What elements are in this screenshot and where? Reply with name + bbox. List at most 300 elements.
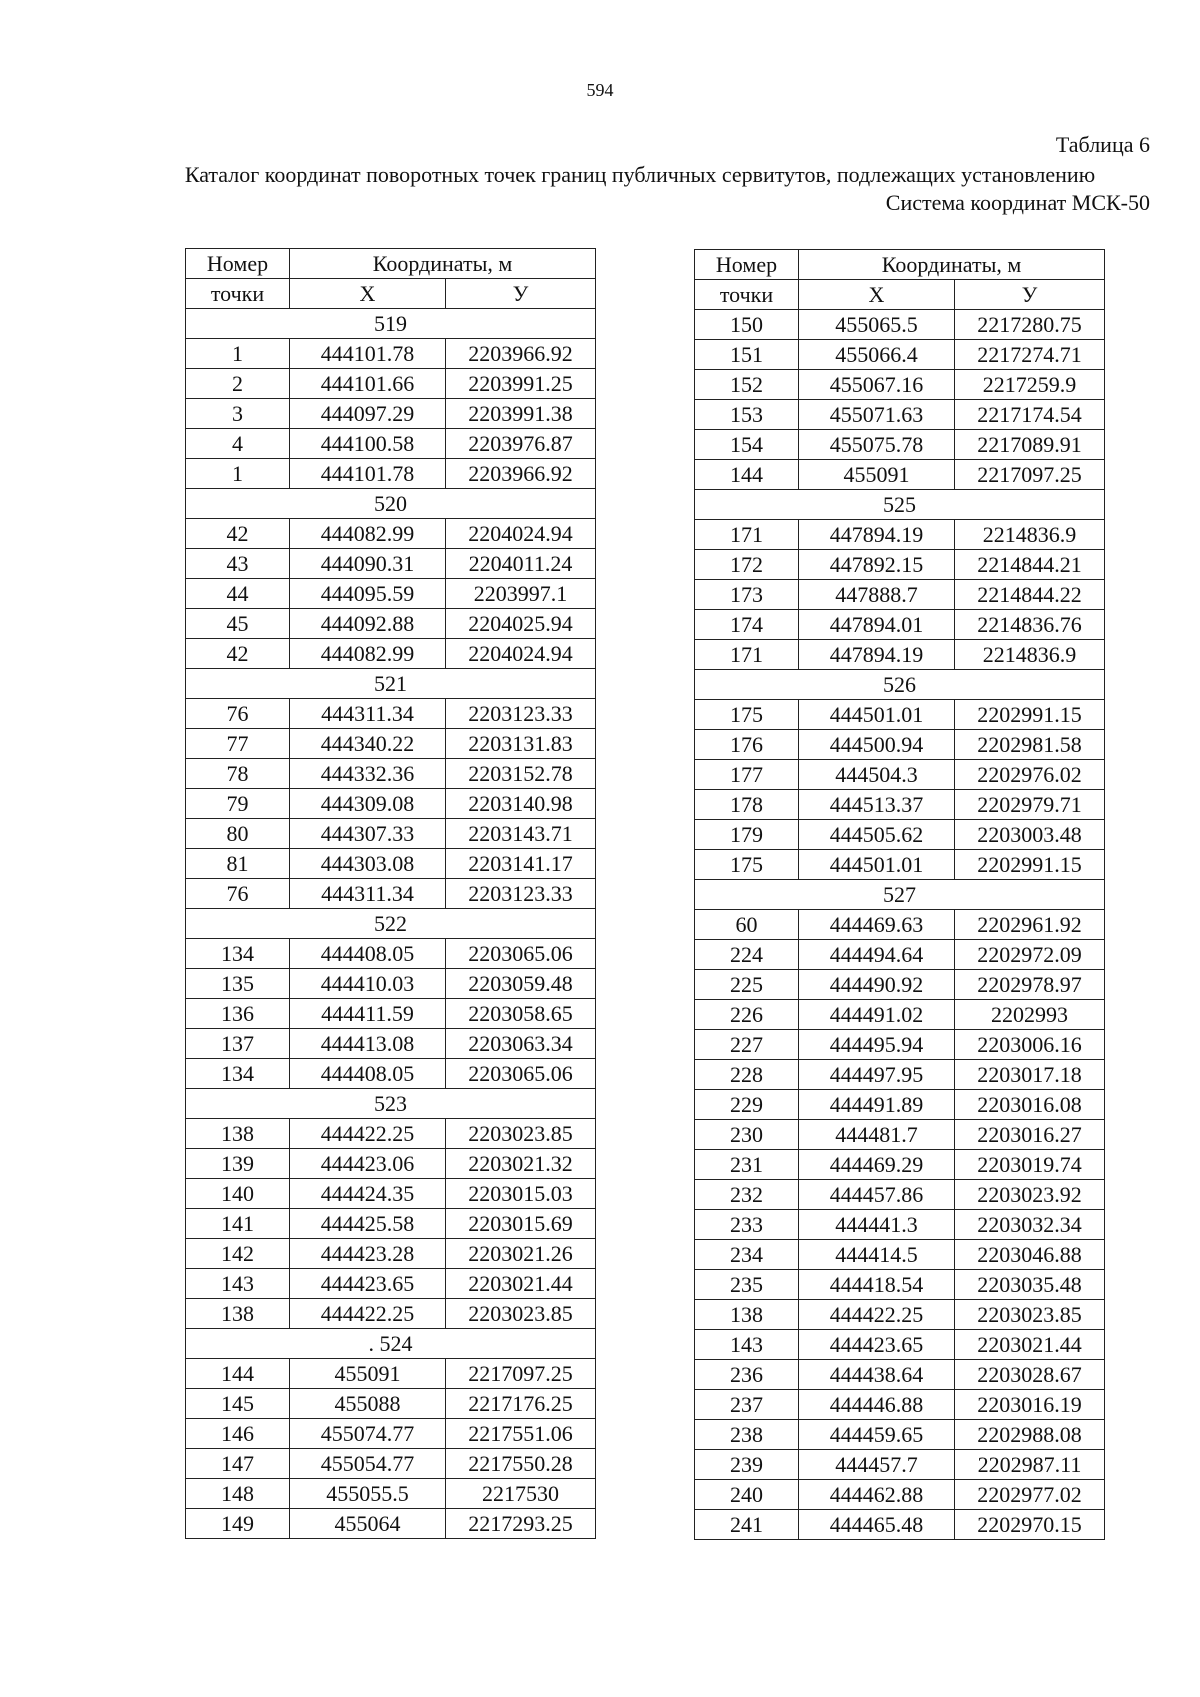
x-coordinate-cell: 444494.64 (799, 940, 955, 970)
servitude-number: 520 (186, 489, 596, 519)
x-coordinate-cell: 455088 (290, 1389, 446, 1419)
y-coordinate-cell: 2203016.27 (955, 1120, 1105, 1150)
table-row (695, 1060, 1105, 1090)
point-number-cell: 171 (695, 520, 799, 550)
header-coordinates: Координаты, м (799, 250, 1105, 280)
point-number-cell: 4 (186, 429, 290, 459)
table-row (186, 1269, 596, 1299)
point-number-cell: 144 (695, 460, 799, 490)
y-coordinate-cell: 2203063.34 (446, 1029, 596, 1059)
y-coordinate-cell: 2204024.94 (446, 639, 596, 669)
table-label: Таблица 6 (1055, 132, 1150, 157)
y-coordinate-cell: 2214844.21 (955, 550, 1105, 580)
point-number-cell: 178 (695, 790, 799, 820)
x-coordinate-cell: 455091 (799, 460, 955, 490)
y-coordinate-cell: 2203131.83 (446, 729, 596, 759)
point-number-cell: 152 (695, 370, 799, 400)
x-coordinate-cell: 444413.08 (290, 1029, 446, 1059)
y-coordinate-cell: 2217259.9 (955, 370, 1105, 400)
y-coordinate-cell: 2214836.9 (955, 520, 1105, 550)
x-coordinate-cell: 444469.29 (799, 1150, 955, 1180)
table-row (186, 789, 596, 819)
point-number-cell: 229 (695, 1090, 799, 1120)
table-row (695, 1420, 1105, 1450)
table-row (695, 1210, 1105, 1240)
x-coordinate-cell: 444101.78 (290, 459, 446, 489)
x-coordinate-cell: 455066.4 (799, 340, 955, 370)
x-coordinate-cell: 444457.86 (799, 1180, 955, 1210)
table-row (695, 640, 1105, 670)
table-row (695, 610, 1105, 640)
y-coordinate-cell: 2203006.16 (955, 1030, 1105, 1060)
header-y: У (446, 279, 596, 309)
point-number-cell: 175 (695, 700, 799, 730)
y-coordinate-cell: 2203123.33 (446, 879, 596, 909)
table-row (186, 639, 596, 669)
table-row (695, 430, 1105, 460)
group-row (186, 1089, 596, 1119)
x-coordinate-cell: 447892.15 (799, 550, 955, 580)
x-coordinate-cell: 444340.22 (290, 729, 446, 759)
table-row (695, 1510, 1105, 1540)
x-coordinate-cell: 444505.62 (799, 820, 955, 850)
y-coordinate-cell: 2217089.91 (955, 430, 1105, 460)
y-coordinate-cell: 2203003.48 (955, 820, 1105, 850)
point-number-cell: 3 (186, 399, 290, 429)
x-coordinate-cell: 444097.29 (290, 399, 446, 429)
y-coordinate-cell: 2203123.33 (446, 699, 596, 729)
x-coordinate-cell: 444491.02 (799, 1000, 955, 1030)
y-coordinate-cell: 2203140.98 (446, 789, 596, 819)
header-point-number-line2: точки (695, 280, 799, 310)
x-coordinate-cell: 455067.16 (799, 370, 955, 400)
x-coordinate-cell: 444424.35 (290, 1179, 446, 1209)
x-coordinate-cell: 455071.63 (799, 400, 955, 430)
servitude-number: 519 (186, 309, 596, 339)
x-coordinate-cell: 444481.7 (799, 1120, 955, 1150)
x-coordinate-cell: 444423.65 (799, 1330, 955, 1360)
point-number-cell: 81 (186, 849, 290, 879)
y-coordinate-cell: 2203058.65 (446, 999, 596, 1029)
y-coordinate-cell: 2217280.75 (955, 310, 1105, 340)
table-row (695, 790, 1105, 820)
x-coordinate-cell: 444457.7 (799, 1450, 955, 1480)
table-row (695, 520, 1105, 550)
point-number-cell: 225 (695, 970, 799, 1000)
y-coordinate-cell: 2203023.85 (446, 1119, 596, 1149)
x-coordinate-cell: 444307.33 (290, 819, 446, 849)
y-coordinate-cell: 2203015.03 (446, 1179, 596, 1209)
point-number-cell: 79 (186, 789, 290, 819)
y-coordinate-cell: 2203046.88 (955, 1240, 1105, 1270)
point-number-cell: 173 (695, 580, 799, 610)
table-row (695, 1270, 1105, 1300)
table-row (695, 1360, 1105, 1390)
point-number-cell: 141 (186, 1209, 290, 1239)
x-coordinate-cell: 444309.08 (290, 789, 446, 819)
x-coordinate-cell: 455091 (290, 1359, 446, 1389)
group-row (186, 669, 596, 699)
point-number-cell: 176 (695, 730, 799, 760)
x-coordinate-cell: 455074.77 (290, 1419, 446, 1449)
header-x: X (799, 280, 955, 310)
table-row (695, 340, 1105, 370)
y-coordinate-cell: 2203152.78 (446, 759, 596, 789)
y-coordinate-cell: 2217274.71 (955, 340, 1105, 370)
table-row (186, 699, 596, 729)
point-number-cell: 236 (695, 1360, 799, 1390)
table-row (186, 1389, 596, 1419)
table-row (695, 1180, 1105, 1210)
y-coordinate-cell: 2202987.11 (955, 1450, 1105, 1480)
point-number-cell: 43 (186, 549, 290, 579)
table-row (695, 1450, 1105, 1480)
point-number-cell: 80 (186, 819, 290, 849)
x-coordinate-cell: 444462.88 (799, 1480, 955, 1510)
x-coordinate-cell: 444501.01 (799, 700, 955, 730)
x-coordinate-cell: 444423.06 (290, 1149, 446, 1179)
group-row (186, 309, 596, 339)
y-coordinate-cell: 2217550.28 (446, 1449, 596, 1479)
table-row (186, 1029, 596, 1059)
table-row (695, 940, 1105, 970)
y-coordinate-cell: 2214836.9 (955, 640, 1105, 670)
point-number-cell: 174 (695, 610, 799, 640)
table-row (186, 1239, 596, 1269)
point-number-cell: 234 (695, 1240, 799, 1270)
point-number-cell: 136 (186, 999, 290, 1029)
table-row (186, 1449, 596, 1479)
coordinates-table-left (185, 248, 596, 1539)
servitude-number: 526 (695, 670, 1105, 700)
y-coordinate-cell: 2202993 (955, 1000, 1105, 1030)
point-number-cell: 76 (186, 699, 290, 729)
y-coordinate-cell: 2217551.06 (446, 1419, 596, 1449)
table-row (695, 1480, 1105, 1510)
point-number-cell: 230 (695, 1120, 799, 1150)
point-number-cell: 241 (695, 1510, 799, 1540)
point-number-cell: 138 (695, 1300, 799, 1330)
table-row (695, 400, 1105, 430)
point-number-cell: 134 (186, 1059, 290, 1089)
x-coordinate-cell: 444513.37 (799, 790, 955, 820)
x-coordinate-cell: 455075.78 (799, 430, 955, 460)
table-row (186, 729, 596, 759)
point-number-cell: 179 (695, 820, 799, 850)
table-row (695, 580, 1105, 610)
y-coordinate-cell: 2202988.08 (955, 1420, 1105, 1450)
y-coordinate-cell: 2203976.87 (446, 429, 596, 459)
point-number-cell: 76 (186, 879, 290, 909)
point-number-cell: 172 (695, 550, 799, 580)
y-coordinate-cell: 2202979.71 (955, 790, 1105, 820)
point-number-cell: 77 (186, 729, 290, 759)
point-number-cell: 150 (695, 310, 799, 340)
page-number: 594 (586, 80, 614, 100)
table-row (186, 939, 596, 969)
table-row (186, 1179, 596, 1209)
y-coordinate-cell: 2203015.69 (446, 1209, 596, 1239)
table-row (695, 970, 1105, 1000)
x-coordinate-cell: 444082.99 (290, 639, 446, 669)
table-row (695, 700, 1105, 730)
point-number-cell: 175 (695, 850, 799, 880)
table-row (186, 1119, 596, 1149)
table-row (695, 1150, 1105, 1180)
table-row (186, 1359, 596, 1389)
x-coordinate-cell: 447894.01 (799, 610, 955, 640)
table-row (695, 1120, 1105, 1150)
x-coordinate-cell: 444418.54 (799, 1270, 955, 1300)
point-number-cell: 151 (695, 340, 799, 370)
coordinates-table-right (694, 249, 1105, 1540)
table-row (186, 579, 596, 609)
y-coordinate-cell: 2217174.54 (955, 400, 1105, 430)
y-coordinate-cell: 2203065.06 (446, 1059, 596, 1089)
y-coordinate-cell: 2203023.92 (955, 1180, 1105, 1210)
point-number-cell: 240 (695, 1480, 799, 1510)
group-row (186, 909, 596, 939)
y-coordinate-cell: 2217097.25 (446, 1359, 596, 1389)
point-number-cell: 233 (695, 1210, 799, 1240)
x-coordinate-cell: 444101.78 (290, 339, 446, 369)
x-coordinate-cell: 444423.28 (290, 1239, 446, 1269)
point-number-cell: 142 (186, 1239, 290, 1269)
y-coordinate-cell: 2202976.02 (955, 760, 1105, 790)
point-number-cell: 146 (186, 1419, 290, 1449)
x-coordinate-cell: 444092.88 (290, 609, 446, 639)
x-coordinate-cell: 444500.94 (799, 730, 955, 760)
y-coordinate-cell: 2203021.26 (446, 1239, 596, 1269)
x-coordinate-cell: 455054.77 (290, 1449, 446, 1479)
group-row (186, 1329, 596, 1359)
y-coordinate-cell: 2202970.15 (955, 1510, 1105, 1540)
x-coordinate-cell: 444332.36 (290, 759, 446, 789)
table-row (186, 1509, 596, 1539)
y-coordinate-cell: 2203032.34 (955, 1210, 1105, 1240)
y-coordinate-cell: 2203991.25 (446, 369, 596, 399)
x-coordinate-cell: 444504.3 (799, 760, 955, 790)
table-row (186, 519, 596, 549)
y-coordinate-cell: 2203966.92 (446, 339, 596, 369)
point-number-cell: 60 (695, 910, 799, 940)
group-row (695, 880, 1105, 910)
point-number-cell: 238 (695, 1420, 799, 1450)
x-coordinate-cell: 444441.3 (799, 1210, 955, 1240)
y-coordinate-cell: 2203021.32 (446, 1149, 596, 1179)
point-number-cell: 138 (186, 1299, 290, 1329)
table-row (186, 1479, 596, 1509)
point-number-cell: 144 (186, 1359, 290, 1389)
x-coordinate-cell: 455064 (290, 1509, 446, 1539)
point-number-cell: 42 (186, 519, 290, 549)
point-number-cell: 149 (186, 1509, 290, 1539)
point-number-cell: 239 (695, 1450, 799, 1480)
point-number-cell: 147 (186, 1449, 290, 1479)
y-coordinate-cell: 2203991.38 (446, 399, 596, 429)
point-number-cell: 237 (695, 1390, 799, 1420)
x-coordinate-cell: 444425.58 (290, 1209, 446, 1239)
x-coordinate-cell: 444501.01 (799, 850, 955, 880)
x-coordinate-cell: 444095.59 (290, 579, 446, 609)
point-number-cell: 138 (186, 1119, 290, 1149)
y-coordinate-cell: 2203035.48 (955, 1270, 1105, 1300)
point-number-cell: 42 (186, 639, 290, 669)
y-coordinate-cell: 2217293.25 (446, 1509, 596, 1539)
point-number-cell: 134 (186, 939, 290, 969)
point-number-cell: 226 (695, 1000, 799, 1030)
table-row (695, 310, 1105, 340)
table-row (186, 819, 596, 849)
table-row (186, 969, 596, 999)
table-row (695, 1330, 1105, 1360)
y-coordinate-cell: 2203023.85 (446, 1299, 596, 1329)
table-row (695, 760, 1105, 790)
point-number-cell: 2 (186, 369, 290, 399)
y-coordinate-cell: 2204024.94 (446, 519, 596, 549)
table-body-left (186, 309, 596, 1539)
x-coordinate-cell: 444100.58 (290, 429, 446, 459)
y-coordinate-cell: 2202972.09 (955, 940, 1105, 970)
table-row (186, 339, 596, 369)
table-row (186, 459, 596, 489)
x-coordinate-cell: 444465.48 (799, 1510, 955, 1540)
point-number-cell: 148 (186, 1479, 290, 1509)
point-number-cell: 145 (186, 1389, 290, 1419)
table-row (186, 1419, 596, 1449)
table-row (186, 1299, 596, 1329)
point-number-cell: 1 (186, 339, 290, 369)
point-number-cell: 154 (695, 430, 799, 460)
x-coordinate-cell: 444090.31 (290, 549, 446, 579)
x-coordinate-cell: 447888.7 (799, 580, 955, 610)
y-coordinate-cell: 2203016.19 (955, 1390, 1105, 1420)
y-coordinate-cell: 2203021.44 (446, 1269, 596, 1299)
point-number-cell: 45 (186, 609, 290, 639)
point-number-cell: 143 (695, 1330, 799, 1360)
table-row (695, 850, 1105, 880)
point-number-cell: 137 (186, 1029, 290, 1059)
y-coordinate-cell: 2203016.08 (955, 1090, 1105, 1120)
point-number-cell: 231 (695, 1150, 799, 1180)
point-number-cell: 140 (186, 1179, 290, 1209)
x-coordinate-cell: 444438.64 (799, 1360, 955, 1390)
y-coordinate-cell: 2202978.97 (955, 970, 1105, 1000)
servitude-number: 521 (186, 669, 596, 699)
header-point-number-line1: Номер (186, 249, 290, 279)
table-row (695, 550, 1105, 580)
y-coordinate-cell: 2202961.92 (955, 910, 1105, 940)
x-coordinate-cell: 444414.5 (799, 1240, 955, 1270)
x-coordinate-cell: 444408.05 (290, 1059, 446, 1089)
servitude-number: 523 (186, 1089, 596, 1119)
table-row (695, 730, 1105, 760)
servitude-number: . 524 (186, 1329, 596, 1359)
x-coordinate-cell: 444497.95 (799, 1060, 955, 1090)
y-coordinate-cell: 2203065.06 (446, 939, 596, 969)
table-row (186, 849, 596, 879)
table-row (695, 1030, 1105, 1060)
point-number-cell: 78 (186, 759, 290, 789)
x-coordinate-cell: 444101.66 (290, 369, 446, 399)
x-coordinate-cell: 447894.19 (799, 640, 955, 670)
y-coordinate-cell: 2203141.17 (446, 849, 596, 879)
y-coordinate-cell: 2203143.71 (446, 819, 596, 849)
x-coordinate-cell: 444490.92 (799, 970, 955, 1000)
x-coordinate-cell: 447894.19 (799, 520, 955, 550)
point-number-cell: 139 (186, 1149, 290, 1179)
point-number-cell: 224 (695, 940, 799, 970)
table-row (186, 999, 596, 1029)
header-point-number-line2: точки (186, 279, 290, 309)
y-coordinate-cell: 2203997.1 (446, 579, 596, 609)
table-row (695, 1240, 1105, 1270)
x-coordinate-cell: 444311.34 (290, 879, 446, 909)
table-row (695, 460, 1105, 490)
y-coordinate-cell: 2203017.18 (955, 1060, 1105, 1090)
table-row (695, 370, 1105, 400)
point-number-cell: 227 (695, 1030, 799, 1060)
x-coordinate-cell: 444495.94 (799, 1030, 955, 1060)
table-caption: Каталог координат поворотных точек границ публичных сервитутов, подлежащих установлению (184, 162, 1096, 187)
table-row (186, 1149, 596, 1179)
servitude-number: 525 (695, 490, 1105, 520)
x-coordinate-cell: 444446.88 (799, 1390, 955, 1420)
table-row (695, 1090, 1105, 1120)
x-coordinate-cell: 455065.5 (799, 310, 955, 340)
point-number-cell: 171 (695, 640, 799, 670)
point-number-cell: 228 (695, 1060, 799, 1090)
y-coordinate-cell: 2203059.48 (446, 969, 596, 999)
x-coordinate-cell: 444303.08 (290, 849, 446, 879)
table-row (695, 1000, 1105, 1030)
point-number-cell: 153 (695, 400, 799, 430)
y-coordinate-cell: 2202991.15 (955, 850, 1105, 880)
point-number-cell: 235 (695, 1270, 799, 1300)
table-row (695, 1390, 1105, 1420)
y-coordinate-cell: 2214844.22 (955, 580, 1105, 610)
point-number-cell: 1 (186, 459, 290, 489)
y-coordinate-cell: 2204025.94 (446, 609, 596, 639)
servitude-number: 522 (186, 909, 596, 939)
point-number-cell: 135 (186, 969, 290, 999)
header-y: У (955, 280, 1105, 310)
table-row (695, 820, 1105, 850)
header-point-number-line1: Номер (695, 250, 799, 280)
point-number-cell: 177 (695, 760, 799, 790)
x-coordinate-cell: 444469.63 (799, 910, 955, 940)
x-coordinate-cell: 444082.99 (290, 519, 446, 549)
table-row (186, 609, 596, 639)
y-coordinate-cell: 2217097.25 (955, 460, 1105, 490)
x-coordinate-cell: 444423.65 (290, 1269, 446, 1299)
point-number-cell: 232 (695, 1180, 799, 1210)
group-row (695, 670, 1105, 700)
y-coordinate-cell: 2202981.58 (955, 730, 1105, 760)
servitude-number: 527 (695, 880, 1105, 910)
y-coordinate-cell: 2203028.67 (955, 1360, 1105, 1390)
x-coordinate-cell: 444411.59 (290, 999, 446, 1029)
coordinate-system-label: Система координат МСК-50 (885, 190, 1150, 215)
y-coordinate-cell: 2202991.15 (955, 700, 1105, 730)
table-row (186, 369, 596, 399)
y-coordinate-cell: 2203966.92 (446, 459, 596, 489)
y-coordinate-cell: 2204011.24 (446, 549, 596, 579)
y-coordinate-cell: 2217176.25 (446, 1389, 596, 1419)
y-coordinate-cell: 2202977.02 (955, 1480, 1105, 1510)
x-coordinate-cell: 444410.03 (290, 969, 446, 999)
x-coordinate-cell: 444422.25 (290, 1299, 446, 1329)
